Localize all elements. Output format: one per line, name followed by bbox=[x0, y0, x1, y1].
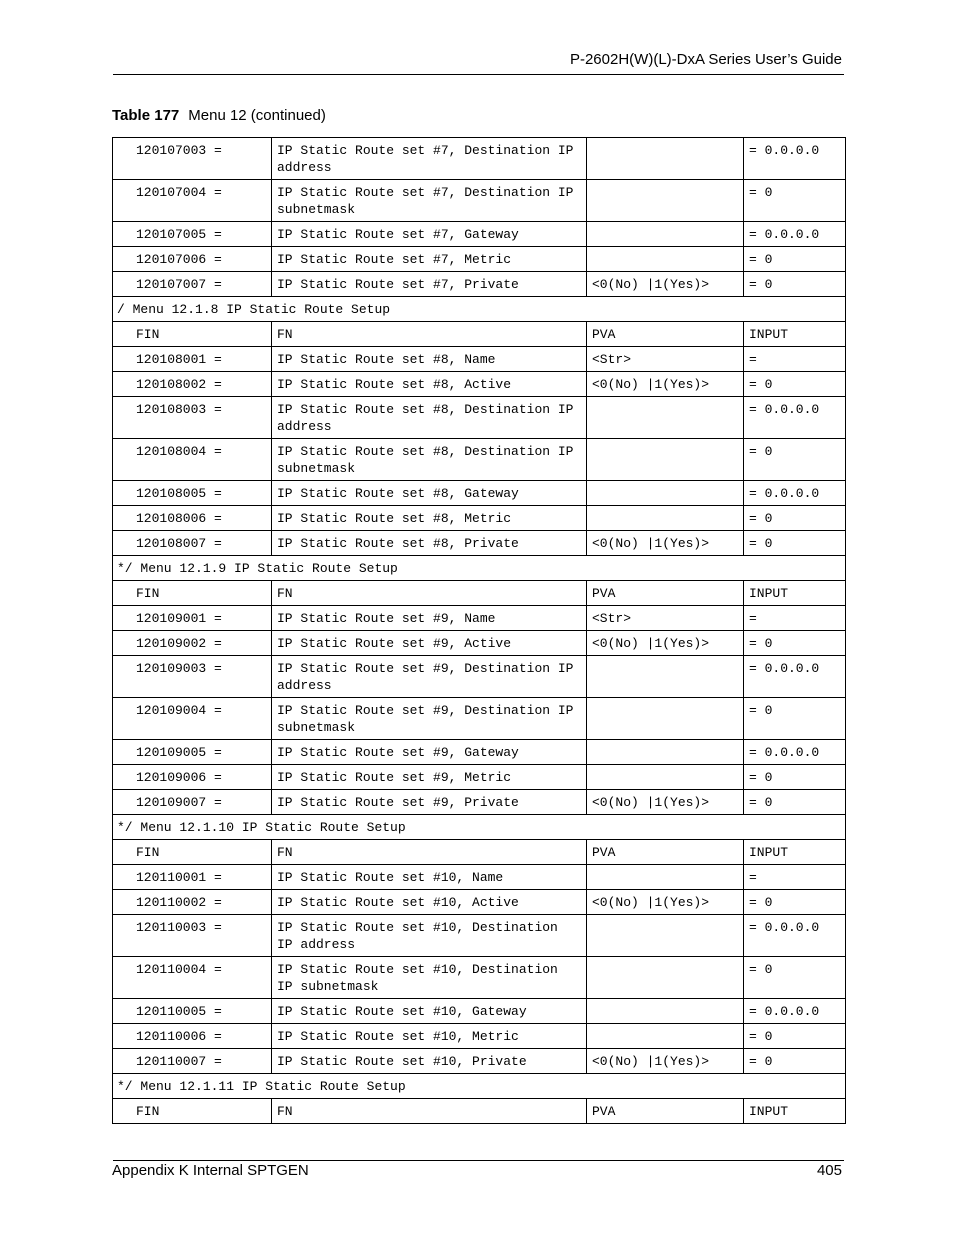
input-cell: = 0 bbox=[744, 790, 846, 815]
fn-cell: IP Static Route set #10, Active bbox=[272, 890, 587, 915]
fin-cell: 120110004 = bbox=[113, 957, 272, 999]
footer-section-title: Appendix K Internal SPTGEN bbox=[112, 1162, 309, 1179]
input-cell: = 0.0.0.0 bbox=[744, 915, 846, 957]
table-row bbox=[113, 272, 846, 297]
input-cell: = 0.0.0.0 bbox=[744, 222, 846, 247]
pva-cell: PVA bbox=[587, 322, 744, 347]
fin-cell: 120108003 = bbox=[113, 397, 272, 439]
table-row bbox=[113, 865, 846, 890]
table-row bbox=[113, 439, 846, 481]
fin-cell: 120109005 = bbox=[113, 740, 272, 765]
fin-cell: 120109003 = bbox=[113, 656, 272, 698]
table-row bbox=[113, 1049, 846, 1074]
pva-cell bbox=[587, 698, 744, 740]
fin-cell: 120107006 = bbox=[113, 247, 272, 272]
table-row bbox=[113, 790, 846, 815]
pva-cell: <Str> bbox=[587, 606, 744, 631]
fn-cell: FN bbox=[272, 1099, 587, 1124]
fin-cell: 120108006 = bbox=[113, 506, 272, 531]
pva-cell bbox=[587, 740, 744, 765]
fin-cell: 120108002 = bbox=[113, 372, 272, 397]
fn-cell: IP Static Route set #7, Metric bbox=[272, 247, 587, 272]
fn-cell: IP Static Route set #8, Destination IP subnetmask bbox=[272, 439, 587, 481]
pva-cell bbox=[587, 222, 744, 247]
fn-cell: IP Static Route set #9, Name bbox=[272, 606, 587, 631]
table-row bbox=[113, 631, 846, 656]
input-cell: = 0 bbox=[744, 698, 846, 740]
input-cell: = 0 bbox=[744, 272, 846, 297]
input-cell: = 0 bbox=[744, 372, 846, 397]
table-row bbox=[113, 1024, 846, 1049]
pva-cell bbox=[587, 765, 744, 790]
section-row bbox=[113, 556, 846, 581]
running-header-title: P-2602H(W)(L)-DxA Series User’s Guide bbox=[569, 51, 842, 68]
column-header-row bbox=[113, 840, 846, 865]
table-row bbox=[113, 915, 846, 957]
input-cell: = 0.0.0.0 bbox=[744, 656, 846, 698]
pva-cell: <0(No) |1(Yes)> bbox=[587, 1049, 744, 1074]
fn-cell: IP Static Route set #7, Destination IP address bbox=[272, 138, 587, 180]
fn-cell: IP Static Route set #8, Name bbox=[272, 347, 587, 372]
pva-cell bbox=[587, 999, 744, 1024]
section-row bbox=[113, 815, 846, 840]
pva-cell: <0(No) |1(Yes)> bbox=[587, 531, 744, 556]
fn-cell: IP Static Route set #9, Gateway bbox=[272, 740, 587, 765]
pva-cell bbox=[587, 481, 744, 506]
input-cell: = 0 bbox=[744, 180, 846, 222]
table-row bbox=[113, 740, 846, 765]
fin-cell: 120108001 = bbox=[113, 347, 272, 372]
fn-cell: IP Static Route set #8, Gateway bbox=[272, 481, 587, 506]
fin-cell: 120110003 = bbox=[113, 915, 272, 957]
fn-cell: IP Static Route set #7, Private bbox=[272, 272, 587, 297]
table-row bbox=[113, 606, 846, 631]
table-row bbox=[113, 372, 846, 397]
input-cell: INPUT bbox=[744, 322, 846, 347]
input-cell: = 0 bbox=[744, 1024, 846, 1049]
pva-cell bbox=[587, 439, 744, 481]
input-cell: INPUT bbox=[744, 581, 846, 606]
pva-cell bbox=[587, 138, 744, 180]
fin-cell: 120110007 = bbox=[113, 1049, 272, 1074]
section-title: */ Menu 12.1.9 IP Static Route Setup bbox=[113, 556, 846, 581]
pva-cell bbox=[587, 957, 744, 999]
fin-cell: 120109007 = bbox=[113, 790, 272, 815]
table-row bbox=[113, 506, 846, 531]
fn-cell: IP Static Route set #10, Name bbox=[272, 865, 587, 890]
pva-cell: <Str> bbox=[587, 347, 744, 372]
table-row bbox=[113, 957, 846, 999]
input-cell: = 0.0.0.0 bbox=[744, 481, 846, 506]
pva-cell: PVA bbox=[587, 840, 744, 865]
fin-cell: 120109006 = bbox=[113, 765, 272, 790]
fin-cell: FIN bbox=[113, 1099, 272, 1124]
pva-cell bbox=[587, 247, 744, 272]
column-header-row bbox=[113, 322, 846, 347]
fin-cell: 120107005 = bbox=[113, 222, 272, 247]
table-row bbox=[113, 138, 846, 180]
header-divider bbox=[113, 74, 844, 75]
section-title: */ Menu 12.1.11 IP Static Route Setup bbox=[113, 1074, 846, 1099]
table-row bbox=[113, 656, 846, 698]
fn-cell: IP Static Route set #9, Destination IP address bbox=[272, 656, 587, 698]
table-caption bbox=[112, 107, 326, 124]
column-header-row bbox=[113, 581, 846, 606]
fn-cell: IP Static Route set #8, Metric bbox=[272, 506, 587, 531]
fin-cell: 120110002 = bbox=[113, 890, 272, 915]
fin-cell: FIN bbox=[113, 840, 272, 865]
menu-table-body bbox=[113, 138, 846, 1124]
fn-cell: IP Static Route set #10, Destination IP address bbox=[272, 915, 587, 957]
fn-cell: IP Static Route set #9, Metric bbox=[272, 765, 587, 790]
fn-cell: IP Static Route set #10, Metric bbox=[272, 1024, 587, 1049]
table-row bbox=[113, 222, 846, 247]
input-cell: INPUT bbox=[744, 840, 846, 865]
pva-cell: <0(No) |1(Yes)> bbox=[587, 272, 744, 297]
pva-cell: <0(No) |1(Yes)> bbox=[587, 631, 744, 656]
page-number: 405 bbox=[816, 1162, 842, 1179]
fin-cell: 120109001 = bbox=[113, 606, 272, 631]
fin-cell: 120107004 = bbox=[113, 180, 272, 222]
table-caption-text: Menu 12 (continued) bbox=[188, 107, 326, 124]
pva-cell: PVA bbox=[587, 1099, 744, 1124]
fin-cell: 120110006 = bbox=[113, 1024, 272, 1049]
input-cell: = 0.0.0.0 bbox=[744, 397, 846, 439]
pva-cell bbox=[587, 180, 744, 222]
section-title: */ Menu 12.1.10 IP Static Route Setup bbox=[113, 815, 846, 840]
input-cell: = 0 bbox=[744, 1049, 846, 1074]
fin-cell: 120108007 = bbox=[113, 531, 272, 556]
fn-cell: IP Static Route set #7, Destination IP subnetmask bbox=[272, 180, 587, 222]
input-cell: = 0.0.0.0 bbox=[744, 138, 846, 180]
input-cell: = 0 bbox=[744, 439, 846, 481]
fin-cell: FIN bbox=[113, 581, 272, 606]
fin-cell: 120108004 = bbox=[113, 439, 272, 481]
input-cell: = 0 bbox=[744, 506, 846, 531]
input-cell: = 0 bbox=[744, 890, 846, 915]
fn-cell: FN bbox=[272, 581, 587, 606]
pva-cell bbox=[587, 915, 744, 957]
fin-cell: 120107007 = bbox=[113, 272, 272, 297]
footer-divider bbox=[113, 1160, 844, 1161]
fin-cell: FIN bbox=[113, 322, 272, 347]
fn-cell: FN bbox=[272, 840, 587, 865]
section-row bbox=[113, 297, 846, 322]
menu-table bbox=[112, 137, 846, 1124]
table-row bbox=[113, 247, 846, 272]
pva-cell: PVA bbox=[587, 581, 744, 606]
table-row bbox=[113, 890, 846, 915]
input-cell: = bbox=[744, 347, 846, 372]
input-cell: = bbox=[744, 606, 846, 631]
pva-cell bbox=[587, 656, 744, 698]
fn-cell: IP Static Route set #9, Active bbox=[272, 631, 587, 656]
pva-cell bbox=[587, 397, 744, 439]
fn-cell: IP Static Route set #10, Private bbox=[272, 1049, 587, 1074]
table-row bbox=[113, 180, 846, 222]
pva-cell: <0(No) |1(Yes)> bbox=[587, 890, 744, 915]
input-cell: = 0 bbox=[744, 765, 846, 790]
input-cell: = bbox=[744, 865, 846, 890]
pva-cell bbox=[587, 865, 744, 890]
fn-cell: IP Static Route set #10, Gateway bbox=[272, 999, 587, 1024]
pva-cell: <0(No) |1(Yes)> bbox=[587, 790, 744, 815]
fn-cell: IP Static Route set #7, Gateway bbox=[272, 222, 587, 247]
pva-cell bbox=[587, 1024, 744, 1049]
input-cell: = 0 bbox=[744, 531, 846, 556]
table-row bbox=[113, 531, 846, 556]
table-row bbox=[113, 765, 846, 790]
fn-cell: IP Static Route set #8, Private bbox=[272, 531, 587, 556]
fn-cell: IP Static Route set #9, Private bbox=[272, 790, 587, 815]
table-row bbox=[113, 397, 846, 439]
input-cell: = 0.0.0.0 bbox=[744, 999, 846, 1024]
input-cell: = 0.0.0.0 bbox=[744, 740, 846, 765]
column-header-row bbox=[113, 1099, 846, 1124]
fin-cell: 120108005 = bbox=[113, 481, 272, 506]
fn-cell: IP Static Route set #8, Destination IP address bbox=[272, 397, 587, 439]
fn-cell: IP Static Route set #8, Active bbox=[272, 372, 587, 397]
table-row bbox=[113, 347, 846, 372]
input-cell: INPUT bbox=[744, 1099, 846, 1124]
table-row bbox=[113, 698, 846, 740]
fn-cell: IP Static Route set #9, Destination IP subnetmask bbox=[272, 698, 587, 740]
table-row bbox=[113, 999, 846, 1024]
fn-cell: FN bbox=[272, 322, 587, 347]
input-cell: = 0 bbox=[744, 247, 846, 272]
fin-cell: 120110001 = bbox=[113, 865, 272, 890]
table-row bbox=[113, 481, 846, 506]
fin-cell: 120110005 = bbox=[113, 999, 272, 1024]
fin-cell: 120109002 = bbox=[113, 631, 272, 656]
table-caption-label: Table 177 bbox=[112, 107, 180, 124]
pva-cell: <0(No) |1(Yes)> bbox=[587, 372, 744, 397]
fin-cell: 120107003 = bbox=[113, 138, 272, 180]
section-row bbox=[113, 1074, 846, 1099]
fin-cell: 120109004 = bbox=[113, 698, 272, 740]
input-cell: = 0 bbox=[744, 957, 846, 999]
section-title: / Menu 12.1.8 IP Static Route Setup bbox=[113, 297, 846, 322]
pva-cell bbox=[587, 506, 744, 531]
fn-cell: IP Static Route set #10, Destination IP subnetmask bbox=[272, 957, 587, 999]
input-cell: = 0 bbox=[744, 631, 846, 656]
